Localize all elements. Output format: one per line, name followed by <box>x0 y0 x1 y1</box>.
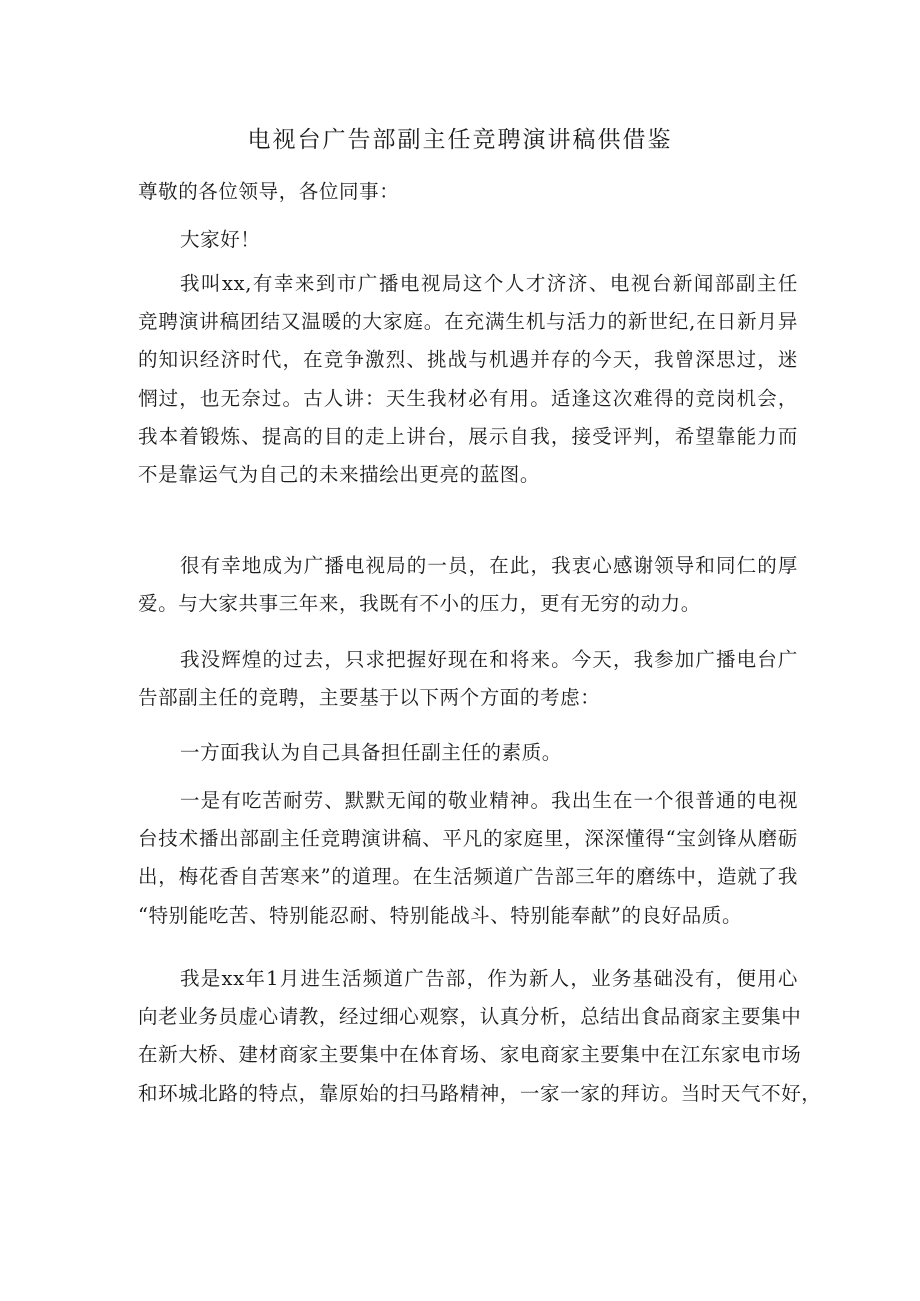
paragraph-4 <box>138 734 798 772</box>
salutation <box>138 173 798 211</box>
paragraph-line: 爱。与大家共事三年来，我既有不小的压力，更有无穷的动力。 <box>138 592 701 616</box>
paragraph-line: 很有幸地成为广播电视局的一员，在此，我衷心感谢领导和同仁的厚 <box>180 554 798 577</box>
paragraph-line: 在新大桥、建材商家主要集中在体育场、家电商家主要集中在江东家电市场 <box>138 1043 802 1067</box>
paragraph-line: 一是有吃苦耐劳、默默无闻的敬业精神。我出生在一个很普通的电视 <box>180 789 798 812</box>
paragraph-6 <box>138 960 822 1113</box>
paragraph-line: 和环城北路的特点，靠原始的扫马路精神，一家一家的拜访。当时天气不好， <box>138 1081 822 1105</box>
paragraph-line: 我没辉煌的过去，只求把握好现在和将来。今天，我参加广播电台广 <box>180 648 798 671</box>
paragraph-3 <box>138 641 798 717</box>
paragraph-line: 出，梅花香自苦寒来”的道理。在生活频道广告部三年的磨练中，造就了我 <box>138 865 798 889</box>
salutation-line: 尊敬的各位领导，各位同事： <box>138 180 400 203</box>
paragraph-2 <box>138 547 798 623</box>
paragraph-line: “特别能吃苦、特别能忍耐、特别能战斗、特别能奉献”的良好品质。 <box>138 903 743 927</box>
paragraph-line: 惘过，也无奈过。古人讲：天生我材必有用。适逢这次难得的竞岗机会， <box>138 386 798 410</box>
paragraph-line: 台技术播出部副主任竞聘演讲稿、平凡的家庭里，深深懂得“宝剑锋从磨砺 <box>138 827 798 851</box>
paragraph-line: 一方面我认为自己具备担任副主任的素质。 <box>180 741 562 764</box>
paragraph-line: 的知识经济时代，在竞争激烈、挑战与机遇并存的今天，我曾深思过，迷 <box>138 348 798 372</box>
paragraph-line: 我是xx年1月进生活频道广告部，作为新人，业务基础没有，便用心 <box>180 967 798 990</box>
paragraph-5 <box>138 782 798 935</box>
paragraph-line: 向老业务员虚心请教，经过细心观察，认真分析，总结出食品商家主要集中 <box>138 1005 802 1029</box>
paragraph-1 <box>138 265 798 494</box>
greeting <box>138 221 798 259</box>
paragraph-line: 竞聘演讲稿团结又温暖的大家庭。在充满生机与活力的新世纪,在日新月异 <box>138 310 798 334</box>
document-title: 电视台广告部副主任竞聘演讲稿供借鉴 <box>247 127 673 153</box>
paragraph-line: 不是靠运气为自己的未来描绘出更亮的蓝图。 <box>138 463 541 487</box>
paragraph-line: 我叫xx,有幸来到市广播电视局这个人才济济、电视台新闻部副主任 <box>180 272 798 295</box>
paragraph-line: 我本着锻炼、提高的目的走上讲台，展示自我，接受评判，希望靠能力而 <box>138 424 798 448</box>
greeting-line: 大家好！ <box>180 228 261 251</box>
paragraph-line: 告部副主任的竞聘，主要基于以下两个方面的考虑： <box>138 686 601 710</box>
